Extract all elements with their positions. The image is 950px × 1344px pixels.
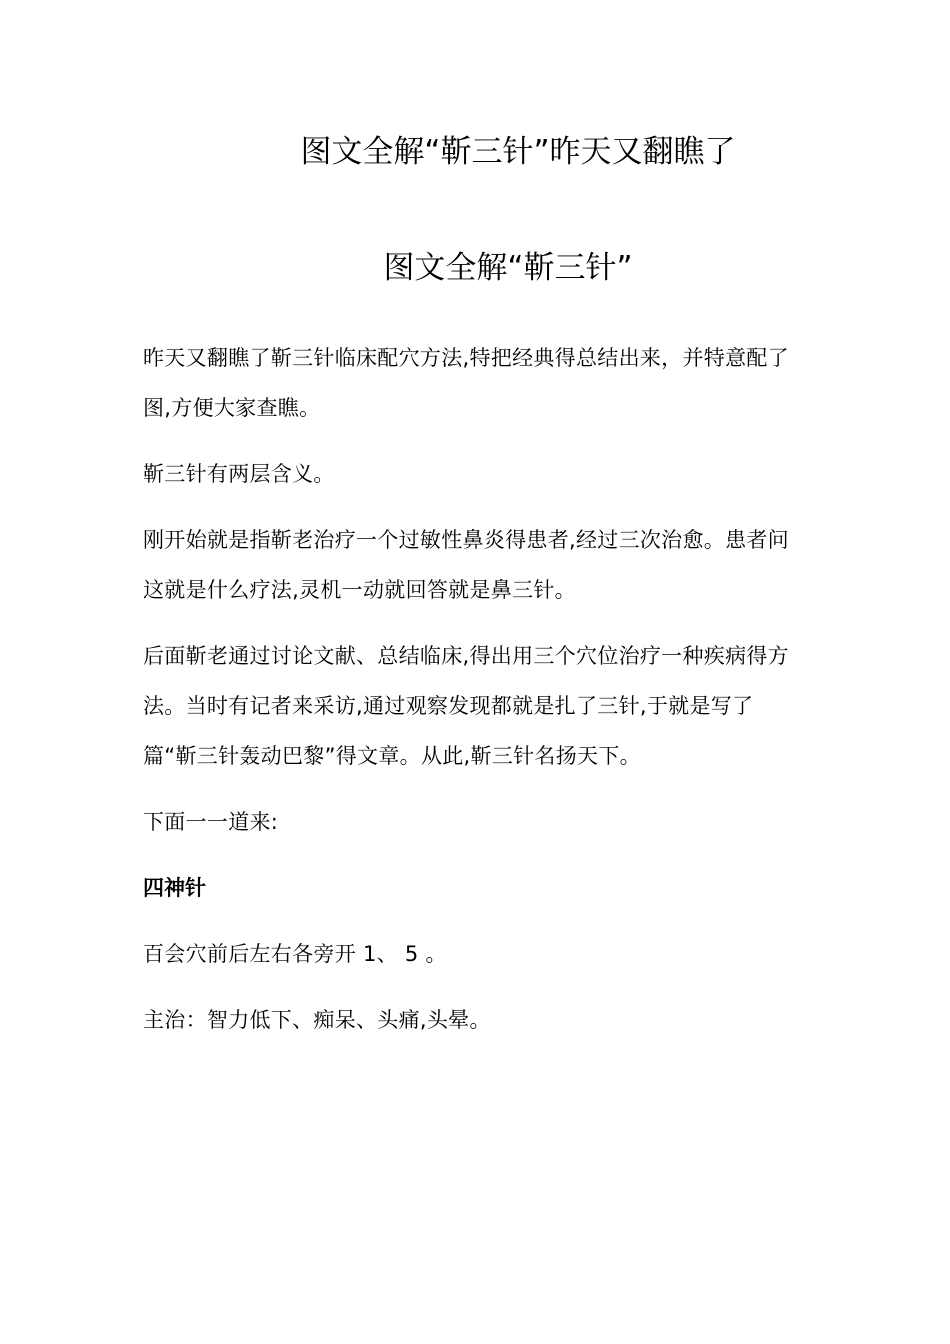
document-subtitle: 图文全解“靳三针” xyxy=(383,250,633,286)
paragraph-meaning: 靳三针有两层含义。 xyxy=(143,462,335,486)
paragraph-lead-in: 下面一一道来: xyxy=(143,810,279,834)
document-title: 图文全解“靳三针”昨天又翻瞧了 xyxy=(300,134,736,170)
section-heading: 四神针 xyxy=(143,876,206,900)
section-indication: 主治：智力低下、痴呆、头痛,头晕。 xyxy=(143,1008,491,1032)
section-location: 百会穴前后左右各旁开 1、 5 。 xyxy=(143,942,447,966)
paragraph-origin: 刚开始就是指靳老治疗一个过敏性鼻炎得患者,经过三次治愈。患者问这就是什么疗法,灵机一动就回答就是鼻三针。 xyxy=(143,528,789,602)
document-body xyxy=(143,333,807,1061)
paragraph-intro: 昨天又翻瞧了靳三针临床配穴方法,特把经典得总结出来，并特意配了图,方便大家查瞧。 xyxy=(143,346,789,420)
paragraph-history: 后面靳老通过讨论文献、总结临床,得出用三个穴位治疗一种疾病得方法。当时有记者来采访,通过观察发现都就是扎了三针,于就是写了篇“靳三针轰动巴黎”得文章。从此,靳三针名扬天下。 xyxy=(143,644,789,768)
